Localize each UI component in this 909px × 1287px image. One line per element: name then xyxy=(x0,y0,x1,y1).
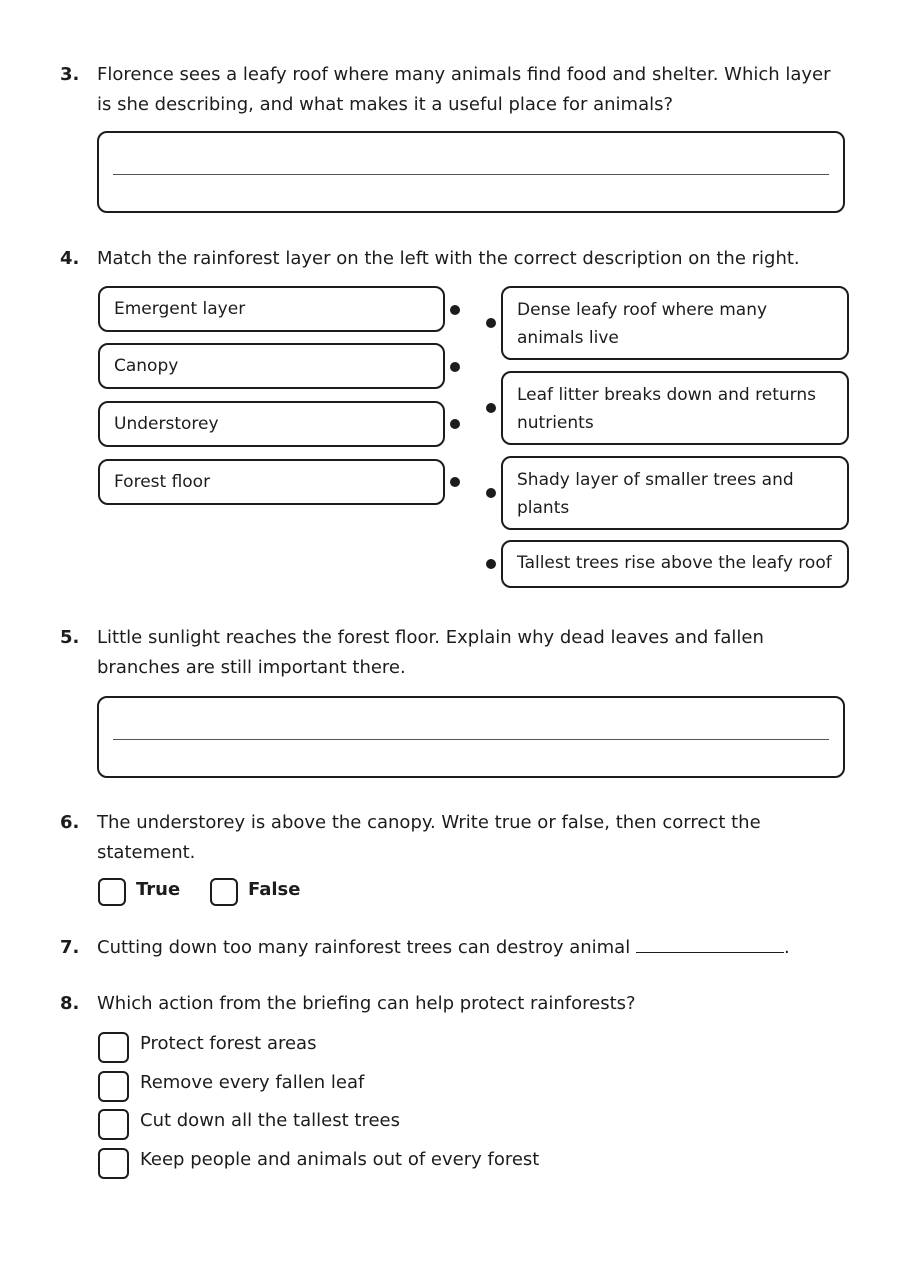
answer-line xyxy=(113,739,829,740)
option-checkbox[interactable] xyxy=(98,1148,129,1179)
match-left-item[interactable]: Forest floor xyxy=(98,459,445,505)
question-text-content: Cutting down too many rainforest trees can destroy animal xyxy=(97,937,631,958)
question-number: 6. xyxy=(60,812,80,833)
match-dot-right[interactable] xyxy=(486,559,496,569)
question-8 xyxy=(60,989,860,1019)
question-text: Which action from the briefing can help protect rainforests? xyxy=(97,993,636,1014)
option-checkbox[interactable] xyxy=(98,1109,129,1140)
question-text: Little sunlight reaches the forest floor. Explain why dead leaves and fallen branches are still important there. xyxy=(97,627,764,678)
question-7 xyxy=(60,933,860,963)
question-text: The understorey is above the canopy. Write true or false, then correct the statement. xyxy=(97,812,761,863)
match-right-item[interactable]: Tallest trees rise above the leafy roof xyxy=(501,540,849,588)
match-dot-right[interactable] xyxy=(486,488,496,498)
match-right-item[interactable]: Dense leafy roof where many animals live xyxy=(501,286,849,360)
match-right-item[interactable]: Shady layer of smaller trees and plants xyxy=(501,456,849,530)
answer-box[interactable] xyxy=(97,696,845,778)
option-label: Keep people and animals out of every forest xyxy=(140,1149,540,1170)
match-left-item[interactable]: Emergent layer xyxy=(98,286,445,332)
fill-in-blank[interactable] xyxy=(636,934,784,953)
option-label: Remove every fallen leaf xyxy=(140,1072,365,1093)
match-dot-left[interactable] xyxy=(450,419,460,429)
match-dot-left[interactable] xyxy=(450,305,460,315)
question-4 xyxy=(60,244,860,274)
match-dot-left[interactable] xyxy=(450,477,460,487)
true-checkbox[interactable] xyxy=(98,878,126,906)
question-number: 4. xyxy=(60,248,80,269)
false-label: False xyxy=(248,879,301,900)
question-number: 5. xyxy=(60,627,80,648)
answer-box[interactable] xyxy=(97,131,845,213)
true-label: True xyxy=(136,879,181,900)
match-left-item[interactable]: Understorey xyxy=(98,401,445,447)
match-dot-right[interactable] xyxy=(486,318,496,328)
question-text: Match the rainforest layer on the left with the correct description on the right. xyxy=(97,248,800,269)
option-checkbox[interactable] xyxy=(98,1032,129,1063)
match-dot-right[interactable] xyxy=(486,403,496,413)
match-dot-left[interactable] xyxy=(450,362,460,372)
false-checkbox[interactable] xyxy=(210,878,238,906)
match-left-item[interactable]: Canopy xyxy=(98,343,445,389)
question-5 xyxy=(60,623,860,783)
match-right-item[interactable]: Leaf litter breaks down and returns nutrients xyxy=(501,371,849,445)
option-checkbox[interactable] xyxy=(98,1071,129,1102)
question-text: Florence sees a leafy roof where many animals find food and shelter. Which layer is she describing, and what makes it a useful place for animals? xyxy=(97,64,831,115)
question-number: 8. xyxy=(60,993,80,1014)
option-label: Cut down all the tallest trees xyxy=(140,1110,400,1131)
question-end-punctuation: . xyxy=(783,937,790,958)
question-3 xyxy=(60,60,860,220)
question-text xyxy=(97,933,847,963)
option-label: Protect forest areas xyxy=(140,1033,317,1054)
question-number: 3. xyxy=(60,64,80,85)
question-number: 7. xyxy=(60,937,80,958)
answer-line xyxy=(113,174,829,175)
